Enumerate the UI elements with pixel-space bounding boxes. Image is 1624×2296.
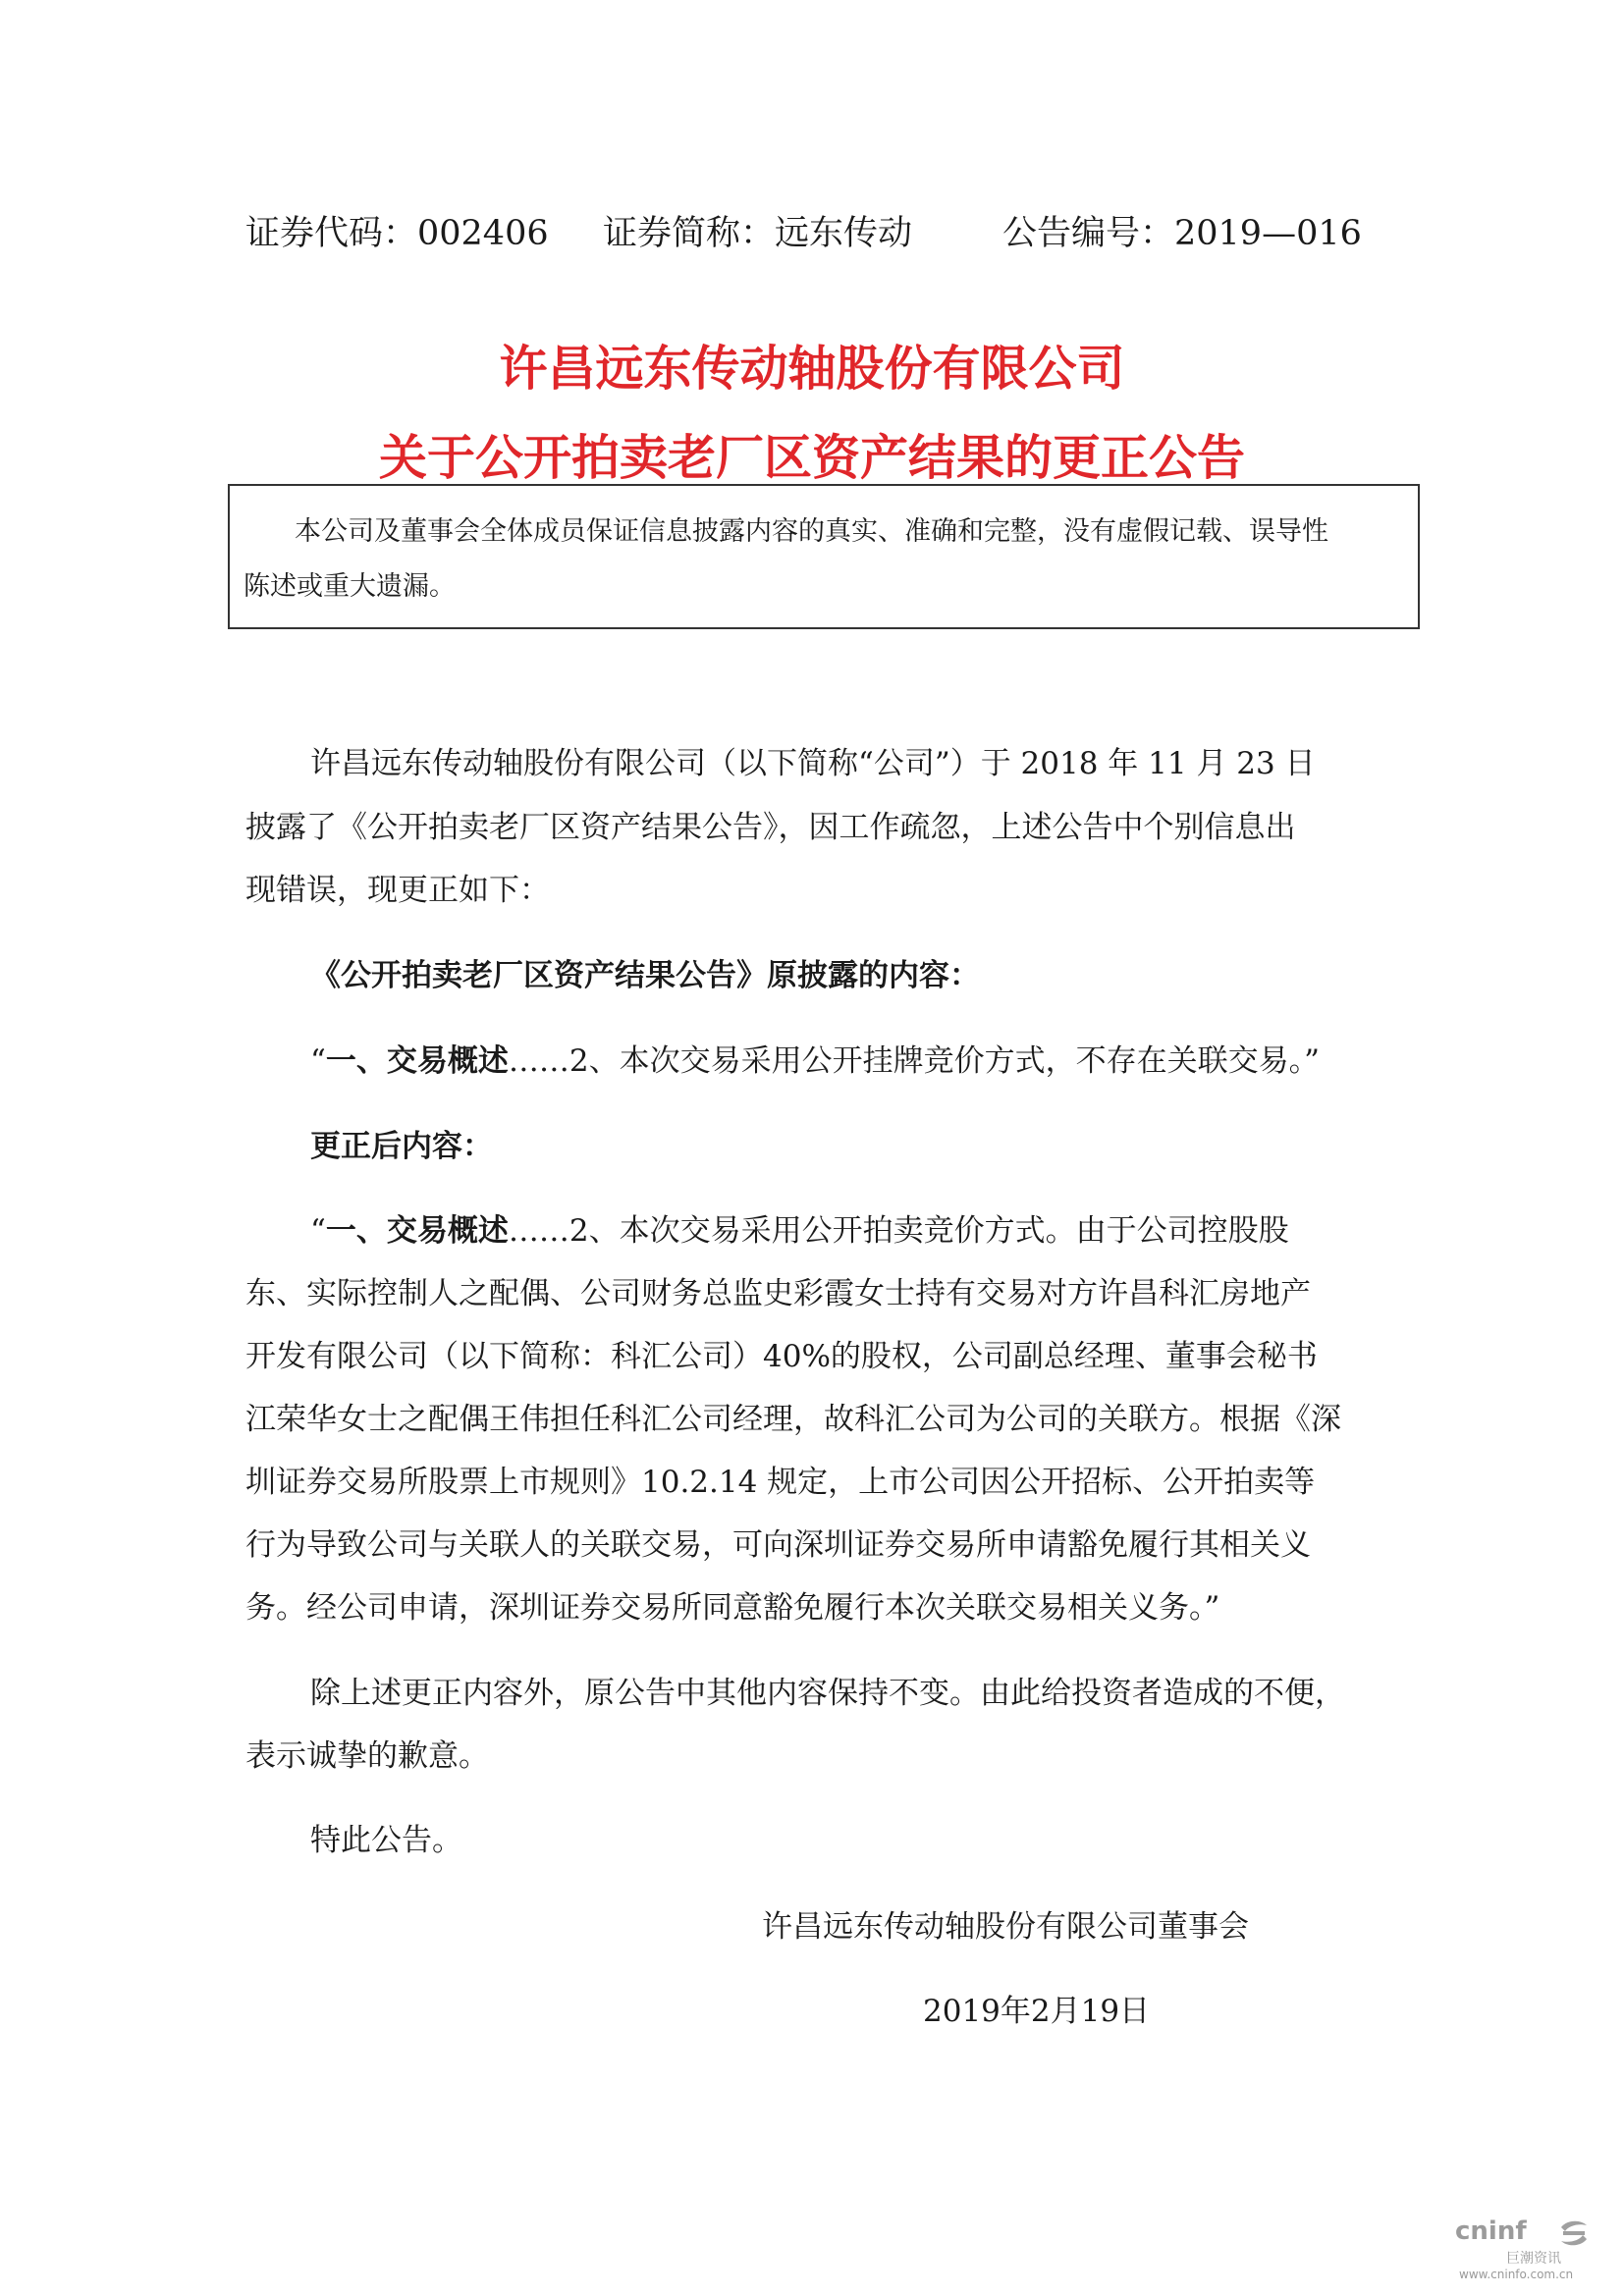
- intro-line-1: 许昌远东传动轴股份有限公司（以下简称“公司”）于 2018 年 11 月 23 日: [310, 746, 1316, 781]
- closing-paragraph-line-1: 除上述更正内容外，原公告中其他内容保持不变。由此给投资者造成的不便，: [310, 1676, 1345, 1711]
- cninfo-logo: [1455, 2216, 1602, 2285]
- disclaimer-box: [228, 484, 1420, 629]
- corrected-line-7: 务。经公司申请，深圳证券交易所同意豁免履行本次关联交易相关义务。”: [245, 1590, 1220, 1626]
- signature-date: 2019年2月19日: [923, 1994, 1151, 2029]
- corrected-content-heading: 更正后内容：: [310, 1129, 493, 1164]
- logo-cn-name: 巨潮资讯: [1506, 2251, 1561, 2267]
- stock-short-name: 证券简称：远东传动: [603, 214, 913, 253]
- title-subject: 关于公开拍卖老厂区资产结果的更正公告: [378, 430, 1245, 486]
- signature-org: 许昌远东传动轴股份有限公司董事会: [762, 1909, 1249, 1945]
- disclaimer-line-1: 本公司及董事会全体成员保证信息披露内容的真实、准确和完整，没有虚假记载、误导性: [295, 516, 1328, 547]
- closing-remark: 特此公告。: [310, 1823, 462, 1858]
- disclaimer-line-2: 陈述或重大遗漏。: [244, 571, 456, 602]
- original-text: ……2、本次交易采用公开挂牌竞价方式，不存在关联交易。”: [508, 1043, 1320, 1079]
- corrected-line-6: 行为导致公司与关联人的关联交易，可向深圳证券交易所申请豁免履行其相关义: [245, 1527, 1311, 1563]
- corrected-line-5: 圳证券交易所股票上市规则》10.2.14 规定，上市公司因公开招标、公开拍卖等: [245, 1465, 1316, 1500]
- corrected-line-4: 江荣华女士之配偶王伟担任科汇公司经理，故科汇公司为公司的关联方。根据《深: [245, 1402, 1341, 1437]
- corrected-line-1: [310, 1205, 1289, 1250]
- original-content-heading: 《公开拍卖老厂区资产结果公告》原披露的内容：: [310, 958, 980, 993]
- original-content: [310, 1036, 1320, 1080]
- logo-brand: cninf: [1455, 2216, 1527, 2246]
- quote-open: “: [310, 1043, 326, 1079]
- intro-line-3: 现错误，现更正如下：: [245, 873, 550, 908]
- quote-open: “: [310, 1213, 326, 1249]
- closing-paragraph-line-2: 表示诚挚的歉意。: [245, 1738, 489, 1774]
- corrected-line-2: 东、实际控制人之配偶、公司财务总监史彩霞女士持有交易对方许昌科汇房地产: [245, 1276, 1311, 1311]
- title-company: 许昌远东传动轴股份有限公司: [499, 341, 1125, 397]
- section-title: 一、交易概述: [325, 1043, 509, 1079]
- logo-swirl-icon: [1557, 2219, 1591, 2247]
- stock-code: 证券代码：002406: [245, 214, 549, 253]
- document-header: [245, 206, 1424, 265]
- logo-url: www.cninfo.com.cn: [1459, 2268, 1574, 2281]
- corrected-line-3: 开发有限公司（以下简称：科汇公司）40%的股权，公司副总经理、董事会秘书: [245, 1339, 1318, 1374]
- intro-line-2: 披露了《公开拍卖老厂区资产结果公告》，因工作疏忽，上述公告中个别信息出: [245, 810, 1296, 845]
- section-title: 一、交易概述: [325, 1213, 509, 1249]
- notice-number: 公告编号：2019—016: [1002, 214, 1362, 253]
- corrected-text: ……2、本次交易采用公开拍卖竞价方式。由于公司控股股: [508, 1213, 1289, 1249]
